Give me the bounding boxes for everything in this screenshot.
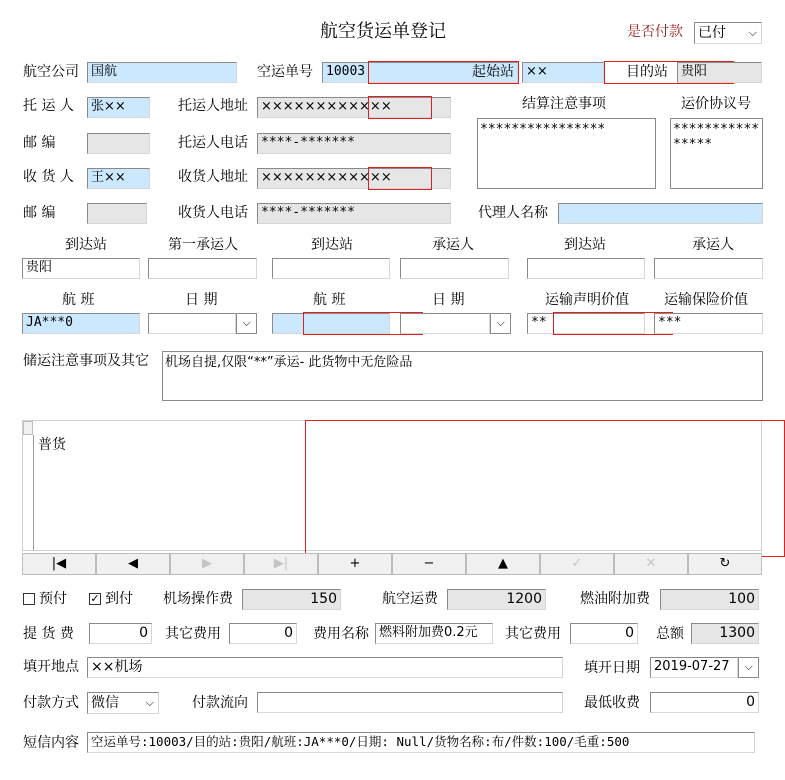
flight2-header: 航 班 <box>313 292 346 308</box>
sms-input[interactable]: 空运单号:10003/目的站:贵阳/航班:JA***0/日期: Null/货物名称:布/件数:100/毛重:500 <box>87 732 755 753</box>
min-charge-input[interactable]: 0 <box>650 692 759 713</box>
delete-record-button[interactable]: − <box>392 553 466 575</box>
shipper-postcode-input[interactable] <box>87 133 150 154</box>
page-title: 航空货运单登记 <box>320 21 446 42</box>
prev-record-button[interactable]: ◀ <box>96 553 170 575</box>
prepaid-checkbox[interactable] <box>23 593 35 605</box>
routing-input-5[interactable] <box>527 258 645 279</box>
date2-input[interactable] <box>400 313 490 334</box>
issue-place-input[interactable]: ××机场 <box>87 657 563 678</box>
air-freight-label: 航空运费 <box>382 591 438 607</box>
issue-date-dropdown[interactable] <box>738 657 759 678</box>
routing-input-1[interactable]: 贵阳 <box>22 258 140 279</box>
shipper-phone-input[interactable]: ****-******* <box>257 133 451 154</box>
post-edit-button[interactable]: ✓ <box>540 553 614 575</box>
grid-left-border <box>33 435 34 550</box>
settlement-textarea[interactable]: **************** <box>477 118 656 189</box>
payment-method-value: 微信 <box>91 695 119 711</box>
consignee-phone-label: 收货人电话 <box>178 205 248 221</box>
next-record-button[interactable]: ▶ <box>170 553 244 575</box>
insurance-value-input[interactable]: *** <box>654 313 763 334</box>
highlight-shipper-address <box>368 96 432 119</box>
dest-input[interactable]: 贵阳 <box>677 62 762 83</box>
issue-date-label: 填开日期 <box>584 660 640 676</box>
origin-input[interactable]: ×× <box>522 62 604 83</box>
other-fee2-input[interactable]: 0 <box>570 623 638 644</box>
consignee-name-input[interactable]: 王×× <box>87 168 150 189</box>
sms-label: 短信内容 <box>23 735 79 751</box>
total-label: 总额 <box>656 626 684 642</box>
payment-flow-label: 付款流向 <box>192 695 248 711</box>
date2-dropdown[interactable] <box>490 313 511 334</box>
shipper-name-label: 托 运 人 <box>23 98 74 114</box>
flight1-header: 航 班 <box>62 292 95 308</box>
payment-status-select[interactable] <box>694 22 762 44</box>
collect-checkbox[interactable] <box>89 593 101 605</box>
prepaid-label: 预付 <box>39 591 67 607</box>
grid-cell-goods[interactable]: 普货 <box>38 437 66 453</box>
total-input[interactable]: 1300 <box>691 623 759 644</box>
highlight-consignee-address <box>368 167 432 190</box>
highlight-grid-area <box>305 420 785 557</box>
chevron-down-icon: ⌵ <box>242 316 251 329</box>
consignee-name-label: 收 货 人 <box>23 169 74 185</box>
freight-agreement-textarea[interactable]: *********** ***** <box>670 118 763 189</box>
air-freight-input[interactable]: 1200 <box>447 589 546 610</box>
routing-header-6: 承运人 <box>692 237 734 253</box>
collect-label: 到付 <box>105 591 133 607</box>
shipper-address-input[interactable]: ×××××××××××× <box>257 97 451 118</box>
agent-label: 代理人名称 <box>478 205 548 221</box>
payment-status-label: 是否付款 <box>627 24 683 40</box>
storage-notes-label: 储运注意事项及其它 <box>23 353 149 369</box>
storage-notes-textarea[interactable]: 机场自提,仅限“**”承运- 此货物中无危险品 <box>162 351 763 401</box>
routing-header-4: 承运人 <box>432 237 474 253</box>
fee-name-label: 费用名称 <box>313 626 369 642</box>
grid-row-indicator[interactable] <box>23 421 33 435</box>
insurance-value-header: 运输保险价值 <box>664 292 748 308</box>
first-record-button[interactable]: |◀ <box>22 553 96 575</box>
consignee-postcode-label: 邮 编 <box>23 205 56 221</box>
payment-method-select[interactable] <box>87 692 159 714</box>
cancel-edit-button[interactable]: ✕ <box>614 553 688 575</box>
airport-fee-input[interactable]: 150 <box>242 589 341 610</box>
shipper-postcode-label: 邮 编 <box>23 135 56 151</box>
add-record-button[interactable]: + <box>318 553 392 575</box>
airline-input[interactable]: 国航 <box>87 62 237 83</box>
routing-header-5: 到达站 <box>564 237 606 253</box>
airport-fee-label: 机场操作费 <box>163 591 233 607</box>
edit-record-button[interactable]: ▲ <box>466 553 540 575</box>
fuel-input[interactable]: 100 <box>660 589 759 610</box>
consignee-postcode-input[interactable] <box>87 203 147 224</box>
routing-header-1: 到达站 <box>65 237 107 253</box>
pickup-fee-input[interactable]: 0 <box>89 623 152 644</box>
issue-date-input[interactable]: 2019-07-27 <box>650 657 738 678</box>
consignee-phone-input[interactable]: ****-******* <box>257 203 451 224</box>
consignee-address-input[interactable]: ×××××××××××× <box>257 168 451 189</box>
chevron-down-icon: ⌵ <box>744 660 753 673</box>
collect-check-mark: ✓ <box>90 592 100 605</box>
last-record-button[interactable]: ▶| <box>244 553 318 575</box>
agent-input[interactable] <box>558 203 763 224</box>
routing-input-4[interactable] <box>400 258 509 279</box>
other-fee1-label: 其它费用 <box>165 626 221 642</box>
shipper-address-label: 托运人地址 <box>178 98 248 114</box>
settlement-label: 结算注意事项 <box>522 96 606 112</box>
payment-status-value: 已付 <box>698 25 726 41</box>
other-fee2-label: 其它费用 <box>505 626 561 642</box>
chevron-down-icon: ⌵ <box>496 316 505 329</box>
refresh-data-button[interactable]: ↻ <box>688 553 762 575</box>
waybill-label: 空运单号 <box>257 64 313 80</box>
freight-agreement-label: 运价协议号 <box>681 96 751 112</box>
issue-place-label: 填开地点 <box>23 659 79 675</box>
highlight-waybill <box>368 61 519 84</box>
fuel-label: 燃油附加费 <box>580 591 650 607</box>
routing-input-6[interactable] <box>654 258 763 279</box>
declared-value-input[interactable]: ** <box>527 313 645 334</box>
chevron-down-icon: ⌵ <box>748 26 757 39</box>
chevron-down-icon: ⌵ <box>145 696 154 709</box>
routing-input-2[interactable] <box>148 258 257 279</box>
declared-value-header: 运输声明价值 <box>545 292 629 308</box>
payment-flow-input[interactable] <box>257 692 563 713</box>
flight1-input[interactable]: JA***0 <box>22 313 140 334</box>
payment-method-label: 付款方式 <box>23 695 79 711</box>
routing-header-2: 第一承运人 <box>168 237 238 253</box>
routing-header-3: 到达站 <box>311 237 353 253</box>
min-charge-label: 最低收费 <box>584 695 640 711</box>
date1-dropdown[interactable] <box>236 313 257 334</box>
origin-label: 起始站 <box>472 64 514 80</box>
fee-name-input[interactable]: 燃料附加费0.2元 <box>375 623 493 644</box>
waybill-input[interactable]: 10003 <box>322 62 518 83</box>
date2-header: 日 期 <box>432 292 465 308</box>
consignee-address-label: 收货人地址 <box>178 169 248 185</box>
shipper-phone-label: 托运人电话 <box>178 135 248 151</box>
dest-label: 目的站 <box>626 64 668 80</box>
airline-label: 航空公司 <box>23 64 79 80</box>
date1-input[interactable] <box>148 313 236 334</box>
date1-header: 日 期 <box>185 292 218 308</box>
shipper-name-input[interactable]: 张×× <box>87 97 150 118</box>
routing-input-3[interactable] <box>272 258 390 279</box>
other-fee1-input[interactable]: 0 <box>229 623 297 644</box>
pickup-fee-label: 提 货 费 <box>23 626 74 642</box>
